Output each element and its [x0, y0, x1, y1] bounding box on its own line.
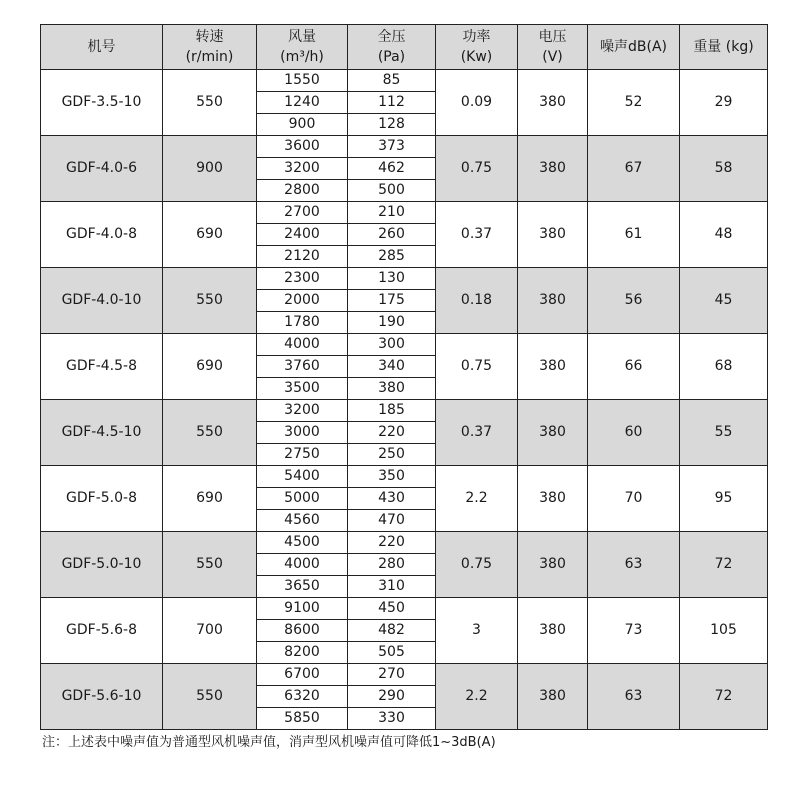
weight-cell: 72 — [680, 532, 768, 598]
noise-cell: 70 — [588, 466, 680, 532]
speed-cell: 550 — [163, 664, 257, 730]
pressure-cell: 350 — [348, 466, 436, 488]
speed-cell: 690 — [163, 334, 257, 400]
voltage-cell: 380 — [518, 268, 588, 334]
header-model: 机号 — [41, 25, 163, 70]
airflow-cell: 2800 — [257, 180, 348, 202]
airflow-cell: 5850 — [257, 708, 348, 730]
speed-cell: 900 — [163, 136, 257, 202]
pressure-cell: 462 — [348, 158, 436, 180]
noise-cell: 63 — [588, 532, 680, 598]
model-cell: GDF-5.0-10 — [41, 532, 163, 598]
model-cell: GDF-5.6-10 — [41, 664, 163, 730]
pressure-cell: 190 — [348, 312, 436, 334]
table-row — [41, 532, 768, 554]
power-cell: 0.37 — [436, 202, 518, 268]
power-cell: 0.09 — [436, 70, 518, 136]
pressure-cell: 220 — [348, 422, 436, 444]
power-cell: 3 — [436, 598, 518, 664]
model-cell: GDF-4.0-8 — [41, 202, 163, 268]
pressure-cell: 280 — [348, 554, 436, 576]
pressure-cell: 470 — [348, 510, 436, 532]
pressure-cell: 340 — [348, 356, 436, 378]
airflow-cell: 2300 — [257, 268, 348, 290]
airflow-cell: 2120 — [257, 246, 348, 268]
power-cell: 0.75 — [436, 136, 518, 202]
airflow-cell: 8600 — [257, 620, 348, 642]
pressure-cell: 300 — [348, 334, 436, 356]
pressure-cell: 112 — [348, 92, 436, 114]
airflow-cell: 1550 — [257, 70, 348, 92]
table-row — [41, 664, 768, 686]
voltage-cell: 380 — [518, 202, 588, 268]
weight-cell: 95 — [680, 466, 768, 532]
noise-cell: 52 — [588, 70, 680, 136]
pressure-cell: 185 — [348, 400, 436, 422]
table-row — [41, 466, 768, 488]
airflow-cell: 9100 — [257, 598, 348, 620]
voltage-cell: 380 — [518, 400, 588, 466]
power-cell: 0.75 — [436, 334, 518, 400]
model-cell: GDF-5.0-8 — [41, 466, 163, 532]
speed-cell: 550 — [163, 268, 257, 334]
pressure-cell: 250 — [348, 444, 436, 466]
power-cell: 2.2 — [436, 466, 518, 532]
noise-cell: 73 — [588, 598, 680, 664]
pressure-cell: 260 — [348, 224, 436, 246]
header-pressure: 全压 (Pa) — [348, 25, 436, 70]
speed-cell: 550 — [163, 70, 257, 136]
power-cell: 0.18 — [436, 268, 518, 334]
table-row — [41, 136, 768, 158]
airflow-cell: 900 — [257, 114, 348, 136]
pressure-cell: 285 — [348, 246, 436, 268]
pressure-cell: 210 — [348, 202, 436, 224]
weight-cell: 45 — [680, 268, 768, 334]
airflow-cell: 3650 — [257, 576, 348, 598]
pressure-cell: 130 — [348, 268, 436, 290]
airflow-cell: 3200 — [257, 400, 348, 422]
noise-cell: 66 — [588, 334, 680, 400]
airflow-cell: 2750 — [257, 444, 348, 466]
pressure-cell: 500 — [348, 180, 436, 202]
airflow-cell: 2400 — [257, 224, 348, 246]
airflow-cell: 2700 — [257, 202, 348, 224]
pressure-cell: 430 — [348, 488, 436, 510]
weight-cell: 48 — [680, 202, 768, 268]
model-cell: GDF-4.5-8 — [41, 334, 163, 400]
table-row — [41, 70, 768, 92]
airflow-cell: 4500 — [257, 532, 348, 554]
table-footnote: 注：上述表中噪声值为普通型风机噪声值，消声型风机噪声值可降低1~3dB(A) — [42, 735, 496, 750]
speed-cell: 550 — [163, 400, 257, 466]
airflow-cell: 3500 — [257, 378, 348, 400]
voltage-cell: 380 — [518, 136, 588, 202]
airflow-cell: 3200 — [257, 158, 348, 180]
table-row — [41, 400, 768, 422]
header-voltage: 电压 (V) — [518, 25, 588, 70]
airflow-cell: 1780 — [257, 312, 348, 334]
airflow-cell: 3600 — [257, 136, 348, 158]
speed-cell: 690 — [163, 466, 257, 532]
pressure-cell: 175 — [348, 290, 436, 312]
weight-cell: 58 — [680, 136, 768, 202]
airflow-cell: 6320 — [257, 686, 348, 708]
pressure-cell: 220 — [348, 532, 436, 554]
airflow-cell: 6700 — [257, 664, 348, 686]
weight-cell: 105 — [680, 598, 768, 664]
pressure-cell: 450 — [348, 598, 436, 620]
noise-cell: 56 — [588, 268, 680, 334]
table-row — [41, 598, 768, 620]
pressure-cell: 270 — [348, 664, 436, 686]
voltage-cell: 380 — [518, 334, 588, 400]
pressure-cell: 373 — [348, 136, 436, 158]
voltage-cell: 380 — [518, 532, 588, 598]
voltage-cell: 380 — [518, 70, 588, 136]
pressure-cell: 505 — [348, 642, 436, 664]
header-speed: 转速 (r/min) — [163, 25, 257, 70]
pressure-cell: 310 — [348, 576, 436, 598]
speed-cell: 690 — [163, 202, 257, 268]
power-cell: 0.75 — [436, 532, 518, 598]
noise-cell: 67 — [588, 136, 680, 202]
header-noise: 噪声dB(A) — [588, 25, 680, 70]
pressure-cell: 330 — [348, 708, 436, 730]
weight-cell: 55 — [680, 400, 768, 466]
model-cell: GDF-4.5-10 — [41, 400, 163, 466]
noise-cell: 61 — [588, 202, 680, 268]
header-power: 功率 (Kw) — [436, 25, 518, 70]
weight-cell: 72 — [680, 664, 768, 730]
model-cell: GDF-5.6-8 — [41, 598, 163, 664]
fan-spec-table — [40, 24, 768, 730]
voltage-cell: 380 — [518, 598, 588, 664]
header-airflow: 风量 (m³/h) — [257, 25, 348, 70]
power-cell: 2.2 — [436, 664, 518, 730]
speed-cell: 700 — [163, 598, 257, 664]
model-cell: GDF-4.0-10 — [41, 268, 163, 334]
airflow-cell: 4560 — [257, 510, 348, 532]
table-row — [41, 202, 768, 224]
header-weight: 重量 (kg) — [680, 25, 768, 70]
airflow-cell: 3000 — [257, 422, 348, 444]
airflow-cell: 2000 — [257, 290, 348, 312]
table-row — [41, 334, 768, 356]
table-header-row — [41, 25, 768, 70]
model-cell: GDF-3.5-10 — [41, 70, 163, 136]
pressure-cell: 128 — [348, 114, 436, 136]
airflow-cell: 8200 — [257, 642, 348, 664]
voltage-cell: 380 — [518, 664, 588, 730]
airflow-cell: 1240 — [257, 92, 348, 114]
noise-cell: 60 — [588, 400, 680, 466]
pressure-cell: 85 — [348, 70, 436, 92]
pressure-cell: 482 — [348, 620, 436, 642]
noise-cell: 63 — [588, 664, 680, 730]
weight-cell: 68 — [680, 334, 768, 400]
airflow-cell: 4000 — [257, 334, 348, 356]
airflow-cell: 5000 — [257, 488, 348, 510]
airflow-cell: 5400 — [257, 466, 348, 488]
airflow-cell: 4000 — [257, 554, 348, 576]
weight-cell: 29 — [680, 70, 768, 136]
table-row — [41, 268, 768, 290]
pressure-cell: 380 — [348, 378, 436, 400]
speed-cell: 550 — [163, 532, 257, 598]
power-cell: 0.37 — [436, 400, 518, 466]
voltage-cell: 380 — [518, 466, 588, 532]
airflow-cell: 3760 — [257, 356, 348, 378]
pressure-cell: 290 — [348, 686, 436, 708]
model-cell: GDF-4.0-6 — [41, 136, 163, 202]
